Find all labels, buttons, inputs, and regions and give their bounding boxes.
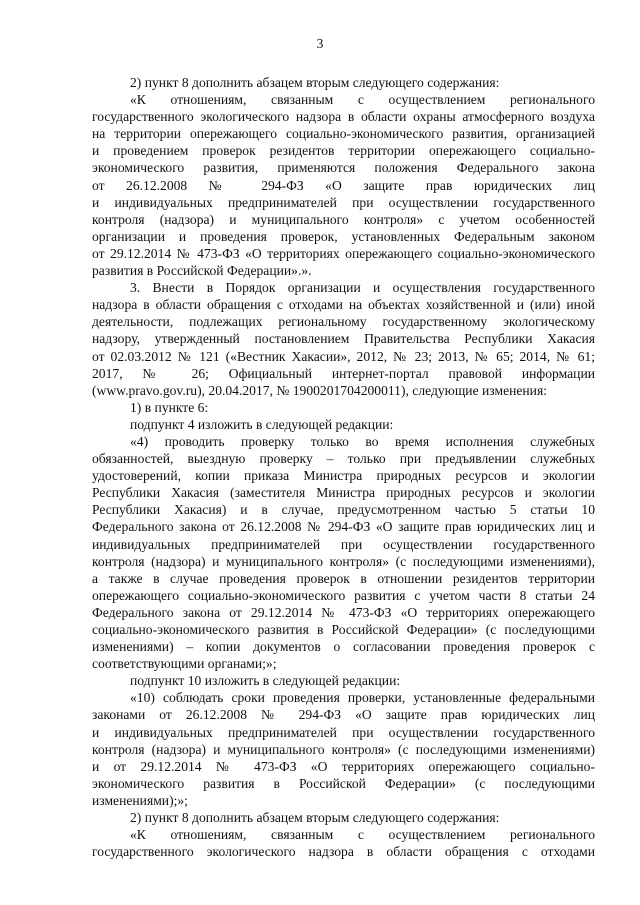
text-line: контроля (надзора) и муниципального контроля» (с последующими изменениями),	[92, 553, 595, 569]
text-line: 2017, № 26; Официальный интернет-портал правовой информации	[92, 365, 595, 381]
text-line: 1) в пункте 6:	[130, 399, 209, 415]
text-line: деятельности, подлежащих региональному государственному экологическому	[92, 314, 595, 330]
text-line: надзору, утвержденный постановлением Правительства Республики Хакасия	[92, 331, 595, 347]
text-line: Республики Хакасия (заместителя Министра природных ресурсов и экологии	[92, 485, 595, 501]
text-line: «4) проводить проверку только во время исполнения служебных	[130, 433, 595, 449]
text-line: и индивидуальных предпринимателей при осуществлении государственного	[92, 194, 595, 210]
text-line: изменениями);»;	[92, 792, 188, 808]
text-line: Федерального закона от 29.12.2014 № 473-ФЗ «О территориях опережающего	[92, 604, 595, 620]
text-line: Федерального закона от 26.12.2008 № 294-ФЗ «О защите прав юридических лиц и	[92, 519, 595, 535]
text-line: социально-экономического развития в Российской Федерации» (с последующими	[92, 622, 595, 637]
text-line: изменениями) – копии документов о согласовании проведения проверок с	[92, 639, 595, 655]
text-line: законами от 26.12.2008 № 294-ФЗ «О защите прав юридических лиц	[92, 707, 595, 723]
text-line: подпункт 4 изложить в следующей редакции:	[130, 416, 394, 432]
text-line: и индивидуальных предпринимателей при осуществлении государственного	[92, 724, 595, 740]
text-line: от 02.03.2012 № 121 («Вестник Хакасии», 2012, № 23; 2013, № 65; 2014, № 61;	[92, 348, 595, 364]
text-line: 2) пункт 8 дополнить абзацем вторым следующего содержания:	[130, 75, 500, 90]
text-line: подпункт 10 изложить в следующей редакции:	[130, 673, 401, 689]
text-line: развития в Российской Федерации».».	[92, 263, 312, 279]
text-line: удостоверений, копии приказа Министра природных ресурсов и экологии	[92, 468, 595, 484]
text-line: государственного экологического надзора в области обращения с отходами	[92, 844, 595, 860]
text-line: соответствующими органами;»;	[92, 656, 277, 672]
text-line: «К отношениям, связанным с осуществлением регионального	[130, 827, 595, 843]
text-line: от 29.12.2014 № 473-ФЗ «О территориях опережающего социально-экономического	[92, 245, 595, 261]
document-body	[92, 74, 595, 860]
text-line: контроля (надзора) и муниципального контроля» (с последующими изменениями)	[92, 741, 595, 757]
text-line: на территории опережающего социально-экономического развития, организацией	[92, 126, 595, 142]
text-line: опережающего социально-экономического развития с учетом части 8 статьи 24	[92, 587, 595, 603]
text-line: индивидуальных предпринимателей при осуществлении государственного	[92, 536, 595, 552]
text-line: обязанностей, выездную проверку – только при предъявлении служебных	[92, 451, 595, 467]
text-line: и от 29.12.2014 № 473-ФЗ «О территориях опережающего социально-	[92, 758, 595, 774]
text-line: экономического развития в Российской Федерации» (с последующими	[92, 775, 595, 791]
text-line: (www.pravo.gov.ru), 20.04.2017, № 1900201704200011), следующие изменения:	[92, 382, 547, 398]
text-line: организации и проведения проверок, установленных Федеральным законом	[92, 228, 595, 244]
text-line: а также в случае проведения проверок в отношении резидентов территории	[92, 570, 595, 586]
text-line: надзора в области обращения с отходами на объектах хозяйственной и (или) иной	[92, 297, 595, 313]
text-line: 3. Внести в Порядок организации и осуществления государственного	[130, 280, 595, 296]
text-line: государственного экологического надзора в области охраны атмосферного воздуха	[92, 109, 595, 125]
text-line: от 26.12.2008 № 294-ФЗ «О защите прав юридических лиц	[92, 177, 595, 193]
text-line: «10) соблюдать сроки проведения проверки, установленные федеральными	[130, 690, 595, 706]
page-number: 3	[316, 36, 324, 51]
text-line: экономического развития, применяются положения Федерального закона	[92, 160, 595, 176]
text-line: Республики Хакасия) и в случае, предусмотренном частью 5 статьи 10	[92, 502, 595, 518]
text-line: 2) пункт 8 дополнить абзацем вторым следующего содержания:	[130, 810, 500, 826]
text-line: контроля (надзора) и муниципального контроля» с учетом особенностей	[92, 211, 595, 227]
text-line: «К отношениям, связанным с осуществлением регионального	[130, 92, 595, 108]
text-line: и проведением проверок резидентов территории опережающего социально-	[92, 143, 595, 159]
